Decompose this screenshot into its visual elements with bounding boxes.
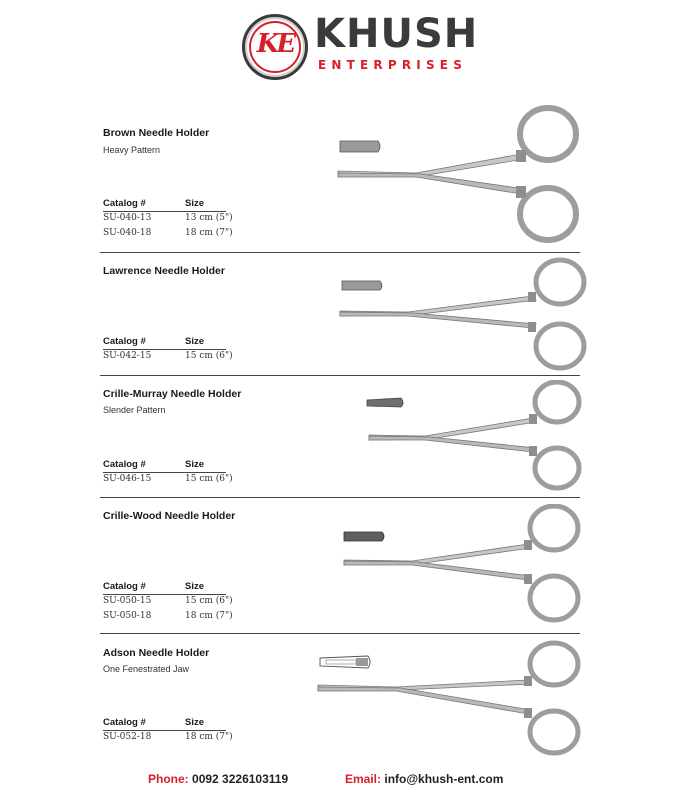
- size-value: 18 cm (7"): [185, 732, 233, 742]
- catalog-code: SU-040-18: [103, 228, 152, 238]
- email-line: [345, 772, 503, 786]
- product-title: Crille-Wood Needle Holder: [103, 510, 236, 522]
- size-value: 18 cm (7"): [185, 611, 233, 621]
- catalog-header: Catalog #: [103, 198, 146, 209]
- header-rule: [103, 730, 226, 731]
- size-value: 15 cm (6"): [185, 351, 233, 361]
- product-title: Brown Needle Holder: [103, 127, 210, 139]
- contact-footer: [0, 772, 689, 792]
- product-title: Lawrence Needle Holder: [103, 265, 225, 277]
- size-value: 18 cm (7"): [185, 228, 233, 238]
- email-address[interactable]: info@khush-ent.com: [384, 772, 504, 786]
- logo-monogram: KE: [256, 29, 294, 59]
- catalog-header: Catalog #: [103, 459, 146, 470]
- product-subtitle: One Fenestrated Jaw: [103, 664, 190, 674]
- size-header: Size: [185, 336, 205, 347]
- catalog-code: SU-052-18: [103, 732, 152, 742]
- size-header: Size: [185, 198, 205, 209]
- catalog-code: SU-046-15: [103, 474, 152, 484]
- product-subtitle: Heavy Pattern: [103, 145, 161, 155]
- catalog-header: Catalog #: [103, 717, 146, 728]
- catalog-code: SU-042-15: [103, 351, 152, 361]
- catalog-code: SU-050-18: [103, 611, 152, 621]
- catalog-code: SU-040-13: [103, 213, 152, 223]
- size-header: Size: [185, 581, 205, 592]
- email-label: Email:: [345, 772, 382, 786]
- size-value: 15 cm (6"): [185, 474, 233, 484]
- size-value: 13 cm (5"): [185, 213, 233, 223]
- product-title: Crille-Murray Needle Holder: [103, 388, 242, 400]
- catalog-header: Catalog #: [103, 581, 146, 592]
- size-header: Size: [185, 459, 205, 470]
- needle-holder-image: [316, 640, 584, 758]
- phone-label: Phone:: [148, 772, 189, 786]
- brand-name: KHUSH: [314, 11, 479, 57]
- size-header: Size: [185, 717, 205, 728]
- phone-number[interactable]: 0092 3226103119: [192, 772, 289, 786]
- size-value: 15 cm (6"): [185, 596, 233, 606]
- catalog-header: Catalog #: [103, 336, 146, 347]
- product-title: Adson Needle Holder: [103, 647, 210, 659]
- phone-line: [148, 772, 288, 786]
- brand-subtitle: ENTERPRISES: [318, 58, 468, 72]
- product-subtitle: Slender Pattern: [103, 405, 166, 415]
- catalog-code: SU-050-15: [103, 596, 152, 606]
